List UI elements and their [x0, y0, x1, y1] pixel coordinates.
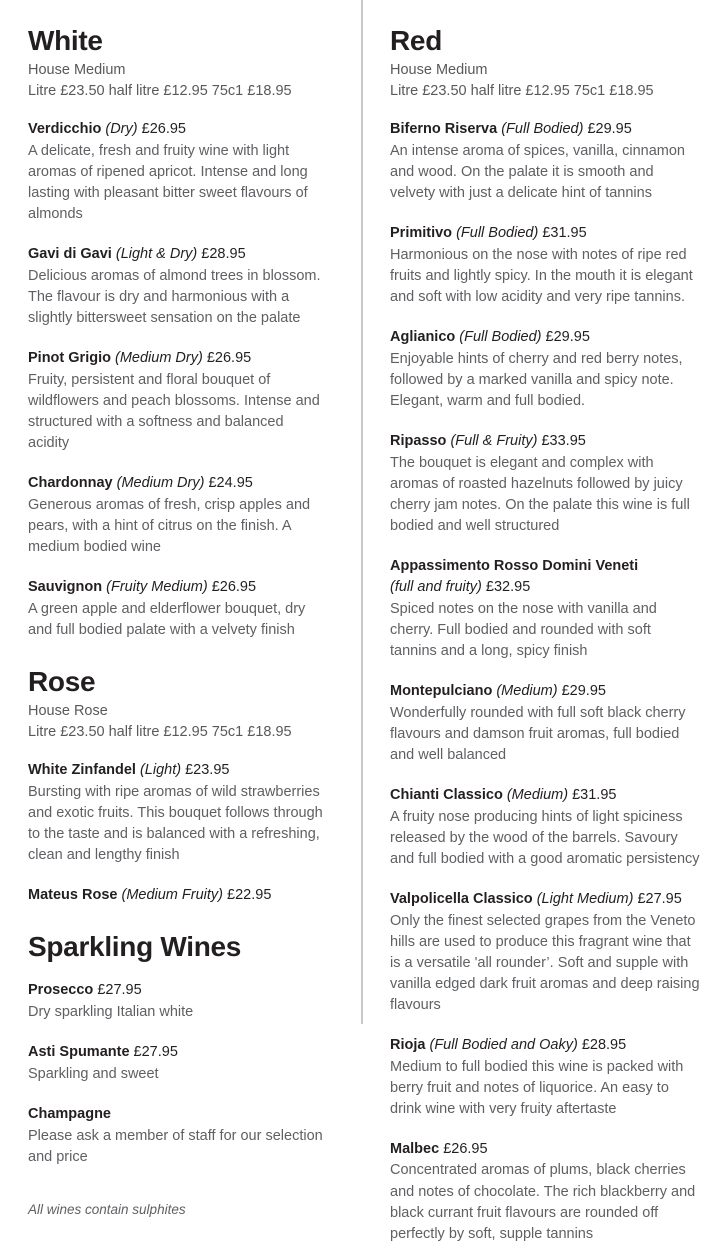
- wine-description: Only the finest selected grapes from the Veneto hills are used to produce this fragrant wine that is a versatile 'all rounder’. Soft and supple with vanilla edged dark fruit aromas and deep raising flavours: [390, 912, 700, 1013]
- section-heading: Red: [390, 25, 442, 56]
- wine-price: £31.95: [572, 786, 617, 803]
- wine-entry: [390, 223, 700, 308]
- wine-description: Delicious aromas of almond trees in blossom. The flavour is dry and harmonious with a slightly bittersweet sensation on the palate: [28, 268, 321, 327]
- wine-description: Dry sparkling Italian white: [28, 1004, 194, 1021]
- sulphites-footnote: All wines contain sulphites: [28, 1202, 186, 1218]
- menu-section: [28, 932, 327, 1168]
- wine-heading: [390, 889, 700, 910]
- wine-heading: [28, 119, 327, 140]
- wine-heading: [390, 223, 700, 244]
- section-heading: Rose: [28, 666, 96, 698]
- wine-heading: [390, 327, 700, 348]
- wine-heading: [28, 980, 327, 1001]
- wine-price: £24.95: [208, 475, 253, 492]
- wine-description: Please ask a member of staff for our selection and price: [28, 1128, 323, 1166]
- wine-style: (Medium Dry): [116, 475, 205, 492]
- wine-price: £26.95: [141, 121, 186, 138]
- wine-name: Montepulciano: [390, 682, 493, 699]
- wine-heading: [28, 473, 327, 494]
- wine-heading: [28, 244, 327, 265]
- wine-style: (Medium Dry): [115, 350, 203, 367]
- wine-price: £27.95: [97, 982, 142, 999]
- wine-description: Harmonious on the nose with notes of ripe red fruits and lightly spicy. In the mouth it is elegant and soft with low acidity and very ripe tannins.: [390, 247, 693, 306]
- wine-style: (Dry): [105, 121, 138, 138]
- wine-description: A green apple and elderflower bouquet, dry and full bodied palate with a velvety finish: [28, 600, 306, 638]
- wine-entry: [390, 556, 700, 662]
- wine-price: £26.95: [211, 579, 257, 596]
- wine-style: (Full Bodied and Oaky): [429, 1036, 578, 1053]
- wine-heading: [28, 885, 327, 906]
- wine-list: [28, 980, 327, 1168]
- column-divider: [361, 0, 363, 1024]
- wine-entry: [28, 348, 327, 454]
- wine-name: Mateus Rose: [28, 887, 118, 904]
- wine-entry: [390, 681, 700, 766]
- wine-entry: [28, 1104, 327, 1168]
- wine-style: (Full Bodied): [501, 121, 584, 138]
- wine-list: [390, 119, 700, 1244]
- section-heading: Sparkling Wines: [28, 931, 242, 963]
- wine-price: £27.95: [133, 1044, 178, 1061]
- wine-price: £29.95: [545, 329, 590, 346]
- wine-heading: [390, 681, 700, 702]
- wine-entry: [28, 760, 327, 866]
- wine-style: (full and fruity): [390, 578, 482, 595]
- wine-name: Prosecco: [28, 982, 94, 999]
- wine-description: A delicate, fresh and fruity wine with light aromas of ripened apricot. Intense and long lasting with pleasant bitter sweet flavours of almonds: [28, 143, 308, 223]
- wine-heading: [28, 577, 327, 598]
- wine-price: £32.95: [485, 578, 531, 595]
- wine-price: £29.95: [561, 682, 606, 699]
- wine-style: (Medium): [506, 786, 569, 803]
- wine-heading: [390, 1139, 700, 1160]
- wine-style: (Light Medium): [536, 890, 634, 907]
- wine-style: (Light): [139, 762, 182, 779]
- right-column-sections: [390, 26, 700, 1245]
- house-wine-prices: Litre £23.50 half litre £12.95 75c1 £18.95: [390, 82, 654, 99]
- wine-entry: [390, 1139, 700, 1245]
- wine-entry: [28, 119, 327, 225]
- house-wine-name: House Medium: [28, 62, 126, 79]
- wine-name: Chardonnay: [28, 475, 113, 492]
- wine-description: Sparkling and sweet: [28, 1066, 159, 1083]
- section-heading: White: [28, 25, 103, 56]
- wine-heading: [390, 1035, 700, 1056]
- wine-name: Champagne: [28, 1106, 111, 1123]
- wine-style: (Full & Fruity): [450, 433, 538, 450]
- house-wine-name: House Rose: [28, 703, 108, 720]
- wine-price: £28.95: [201, 246, 246, 263]
- wine-heading: [28, 760, 327, 781]
- wine-price: £29.95: [587, 121, 632, 138]
- wine-name: Sauvignon: [28, 579, 103, 596]
- wine-price: £26.95: [206, 350, 252, 367]
- wine-entry: [390, 785, 700, 870]
- wine-heading: [390, 785, 700, 806]
- wine-heading: [390, 431, 700, 452]
- wine-entry: [28, 473, 327, 558]
- wine-style-price-line: [390, 577, 700, 598]
- wine-description: A fruity nose producing hints of light spiciness released by the wood of the barrels. Savoury and full bodied with a good aromatic persistency: [390, 808, 700, 867]
- right-column: [361, 0, 724, 1245]
- wine-price: £31.95: [542, 225, 587, 242]
- wine-heading: [28, 348, 327, 369]
- wine-description: Wonderfully rounded with full soft black cherry flavours and damson fruit aromas, full bodied and well balanced: [390, 704, 686, 763]
- wine-name: Aglianico: [390, 329, 456, 346]
- wine-description: Bursting with ripe aromas of wild strawberries and exotic fruits. This bouquet follows through to the taste and is balanced with a refreshing, clean and lengthy finish: [28, 784, 323, 864]
- wine-entry: [390, 327, 700, 412]
- wine-description: Enjoyable hints of cherry and red berry notes, followed by a marked vanilla and spicy note. Elegant, warm and full bodied.: [390, 351, 683, 410]
- wine-name: Primitivo: [390, 225, 453, 242]
- wine-price: £22.95: [227, 887, 272, 904]
- house-wine-prices: Litre £23.50 half litre £12.95 75c1 £18.95: [28, 82, 292, 99]
- wine-entry: [390, 1035, 700, 1120]
- menu-section: [390, 26, 700, 1245]
- wine-entry: [28, 885, 327, 906]
- wine-entry: [390, 431, 700, 537]
- wine-name: Appassimento Rosso Domini Veneti: [390, 558, 639, 575]
- house-wine-name: House Medium: [390, 62, 488, 79]
- wine-style: (Full Bodied): [456, 225, 539, 242]
- wine-description: The bouquet is elegant and complex with aromas of roasted hazelnuts followed by juicy cherry jam notes. On the palate this wine is full bodied and well structured: [390, 455, 690, 535]
- wine-description: Generous aromas of fresh, crisp apples and pears, with a hint of citrus on the finish. A medium bodied wine: [28, 497, 311, 556]
- wine-name: Gavi di Gavi: [28, 246, 112, 263]
- wine-style: (Medium): [496, 682, 558, 699]
- wine-name: Valpolicella Classico: [390, 890, 533, 907]
- wine-name: Malbec: [390, 1140, 440, 1157]
- wine-price: £26.95: [443, 1140, 488, 1157]
- wine-entry: [28, 244, 327, 329]
- left-column: [0, 0, 361, 1217]
- wine-style: (Medium Fruity): [121, 887, 223, 904]
- wine-description: Concentrated aromas of plums, black cherries and notes of chocolate. The rich blackberry and black currant fruit flavours are rounded off perfectly by soft, supple tannins: [390, 1162, 696, 1242]
- wine-heading: [390, 556, 700, 598]
- wine-heading: [390, 119, 700, 140]
- wine-price: £33.95: [541, 433, 586, 450]
- wine-style: (Full Bodied): [459, 329, 542, 346]
- wine-entry: [390, 889, 700, 1016]
- wine-heading: [28, 1104, 327, 1125]
- wine-description: An intense aroma of spices, vanilla, cinnamon and wood. On the palate it is smooth and velvety with just a delicate hint of tannins: [390, 143, 685, 202]
- wine-style: (Light & Dry): [115, 246, 198, 263]
- wine-list: [28, 119, 327, 641]
- wine-name: Rioja: [390, 1036, 426, 1053]
- wine-name: Chianti Classico: [390, 786, 503, 803]
- wine-style: (Fruity Medium): [106, 579, 208, 596]
- left-column-sections: [28, 26, 327, 1168]
- wine-description: Fruity, persistent and floral bouquet of wildflowers and peach blossoms. Intense and structured with a softness and balanced acidity: [28, 372, 320, 452]
- wine-entry: [28, 577, 327, 641]
- wine-entry: [28, 1042, 327, 1085]
- wine-list: [28, 760, 327, 906]
- wine-name: Asti Spumante: [28, 1044, 130, 1061]
- wine-name: White Zinfandel: [28, 762, 136, 779]
- wine-entry: [390, 119, 700, 204]
- menu-section: [28, 26, 327, 641]
- wine-name: Ripasso: [390, 433, 447, 450]
- wine-entry: [28, 980, 327, 1023]
- wine-name: Verdicchio: [28, 121, 102, 138]
- house-wine-prices: Litre £23.50 half litre £12.95 75c1 £18.95: [28, 723, 292, 740]
- wine-price: £23.95: [185, 762, 230, 779]
- wine-description: Spiced notes on the nose with vanilla and cherry. Full bodied and rounded with soft tannins and a long, spicy finish: [390, 600, 657, 659]
- wine-description: Medium to full bodied this wine is packed with berry fruit and notes of liquorice. An easy to drink wine with very fruity aftertaste: [390, 1058, 684, 1117]
- wine-price: £27.95: [637, 890, 682, 907]
- wine-price: £28.95: [581, 1036, 627, 1053]
- wine-heading: [28, 1042, 327, 1063]
- wine-name: Pinot Grigio: [28, 350, 111, 367]
- wine-name: Biferno Riserva: [390, 121, 498, 138]
- menu-section: [28, 667, 327, 906]
